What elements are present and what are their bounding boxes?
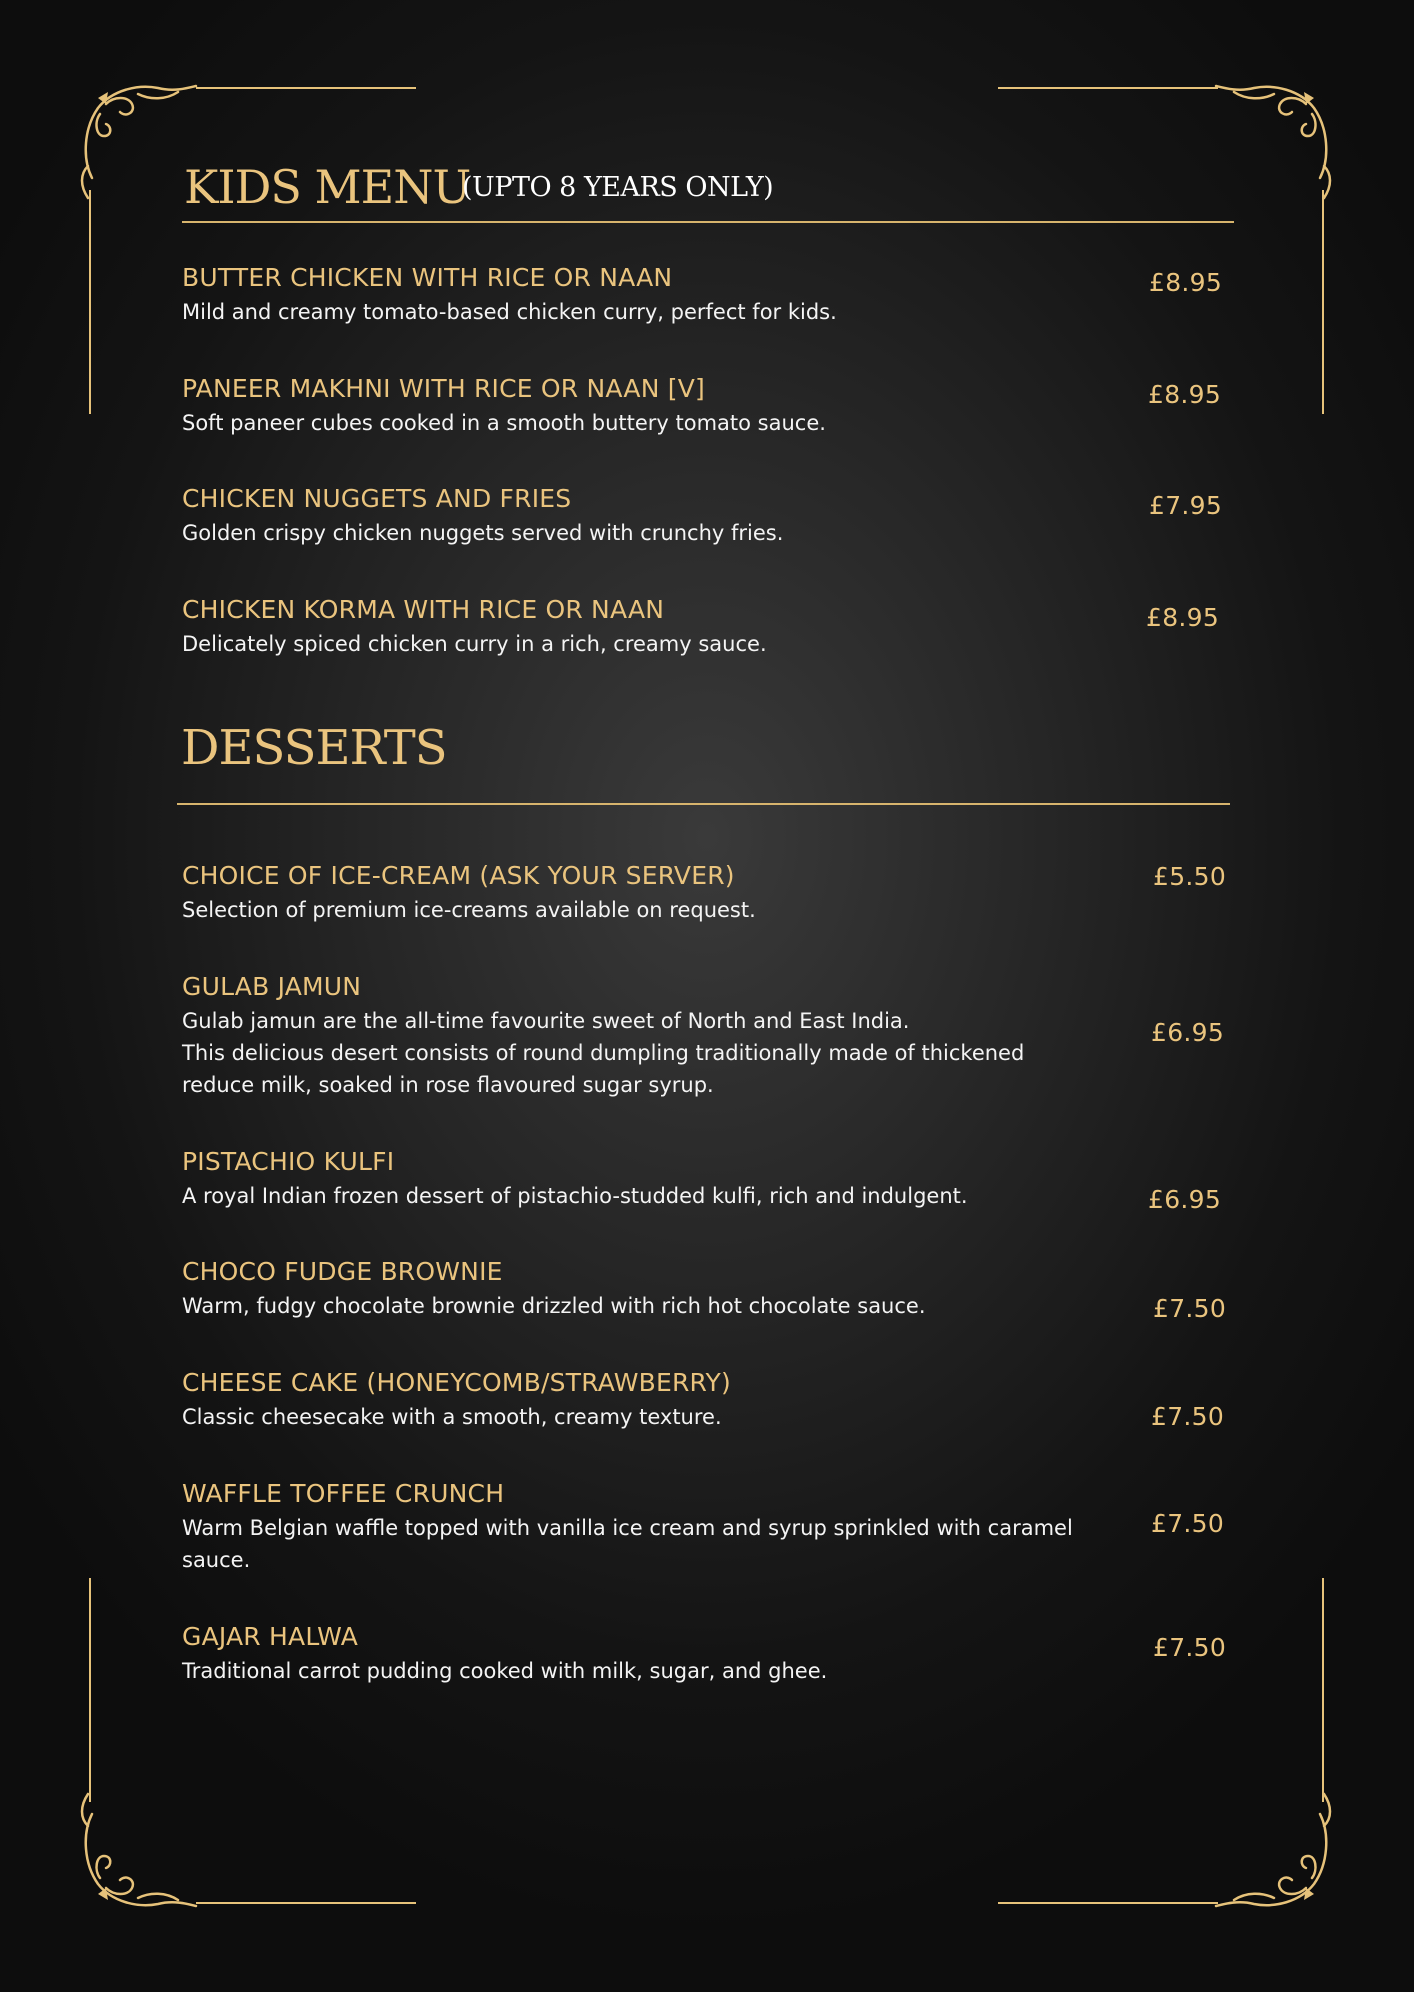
item-name: GAJAR HALWA: [182, 1622, 359, 1651]
item-description: Classic cheesecake with a smooth, creamy texture.: [182, 1405, 722, 1429]
bottom-left-flourish-icon: [78, 1784, 198, 1914]
top-right-rule: [998, 87, 1218, 89]
item-name: CHEESE CAKE (HONEYCOMB/STRAWBERRY): [182, 1368, 731, 1397]
item-name: CHOCO FUDGE BROWNIE: [182, 1257, 503, 1286]
item-price: £6.95: [1151, 1018, 1225, 1047]
item-description: Warm Belgian waffle topped with vanilla ice cream and syrup sprinkled with caramel sauce.: [182, 1516, 1073, 1572]
item-price: £6.95: [1148, 1185, 1222, 1214]
item-description: A royal Indian frozen dessert of pistachio-studded kulfi, rich and indulgent.: [182, 1184, 968, 1208]
item-name: CHOICE OF ICE-CREAM (ASK YOUR SERVER): [182, 861, 735, 890]
top-right-flourish-icon: [1214, 78, 1334, 208]
menu-item: [182, 1621, 1122, 1687]
item-price: £8.95: [1148, 380, 1222, 409]
item-name: GULAB JAMUN: [182, 972, 362, 1001]
desserts-divider: [177, 803, 1230, 805]
left-lower-rule: [89, 1578, 91, 1802]
item-name: CHICKEN KORMA WITH RICE OR NAAN: [182, 595, 665, 624]
item-price: £7.50: [1151, 1509, 1225, 1538]
item-price: £8.95: [1146, 603, 1220, 632]
right-lower-rule: [1322, 1578, 1324, 1802]
item-price: £7.95: [1149, 491, 1223, 520]
item-price: £7.50: [1153, 1294, 1227, 1323]
menu-item: [182, 1478, 1122, 1576]
item-price: £7.50: [1151, 1402, 1225, 1431]
kids-menu-title: KIDS MENU: [184, 160, 471, 214]
desserts-title: DESSERTS: [181, 720, 447, 776]
right-upper-rule: [1322, 190, 1324, 414]
item-description: Golden crispy chicken nuggets served with crunchy fries.: [182, 521, 784, 545]
item-description: Warm, fudgy chocolate brownie drizzled with rich hot chocolate sauce.: [182, 1294, 926, 1318]
left-upper-rule: [89, 190, 91, 414]
kids-menu-subtitle: (UPTO 8 YEARS ONLY): [462, 172, 774, 203]
top-left-rule: [196, 87, 416, 89]
item-price: £5.50: [1153, 862, 1227, 891]
item-description: Gulab jamun are the all-time favourite sweet of North and East India. This delicious desert consists of round dumpling traditionally made of thickened reduce milk, soaked in rose flavoured sugar syrup.: [182, 1009, 1025, 1097]
item-name: PANEER MAKHNI WITH RICE OR NAAN [V]: [182, 374, 705, 403]
item-description: Traditional carrot pudding cooked with milk, sugar, and ghee.: [182, 1659, 828, 1683]
item-description: Delicately spiced chicken curry in a rich, creamy sauce.: [182, 632, 767, 656]
item-price: £7.50: [1153, 1633, 1227, 1662]
menu-item: [182, 262, 1122, 328]
bottom-right-flourish-icon: [1214, 1784, 1334, 1914]
menu-item: [182, 594, 1122, 660]
item-description: Mild and creamy tomato-based chicken curry, perfect for kids.: [182, 300, 837, 324]
menu-item: [182, 860, 1122, 926]
item-price: £8.95: [1149, 268, 1223, 297]
menu-item: [182, 1256, 1122, 1322]
item-name: CHICKEN NUGGETS AND FRIES: [182, 484, 572, 513]
menu-item: [182, 1367, 1122, 1433]
menu-item: [182, 483, 1122, 549]
item-description: Selection of premium ice-creams available on request.: [182, 898, 756, 922]
item-name: PISTACHIO KULFI: [182, 1147, 395, 1176]
bottom-left-rule: [196, 1902, 416, 1904]
menu-item: [182, 373, 1122, 439]
menu-item: [182, 1146, 1122, 1212]
top-left-flourish-icon: [78, 78, 198, 208]
item-name: WAFFLE TOFFEE CRUNCH: [182, 1479, 505, 1508]
kids-menu-divider: [182, 221, 1234, 223]
menu-item: [182, 971, 1122, 1101]
item-name: BUTTER CHICKEN WITH RICE OR NAAN: [182, 263, 673, 292]
bottom-right-rule: [998, 1902, 1218, 1904]
item-description: Soft paneer cubes cooked in a smooth buttery tomato sauce.: [182, 411, 826, 435]
